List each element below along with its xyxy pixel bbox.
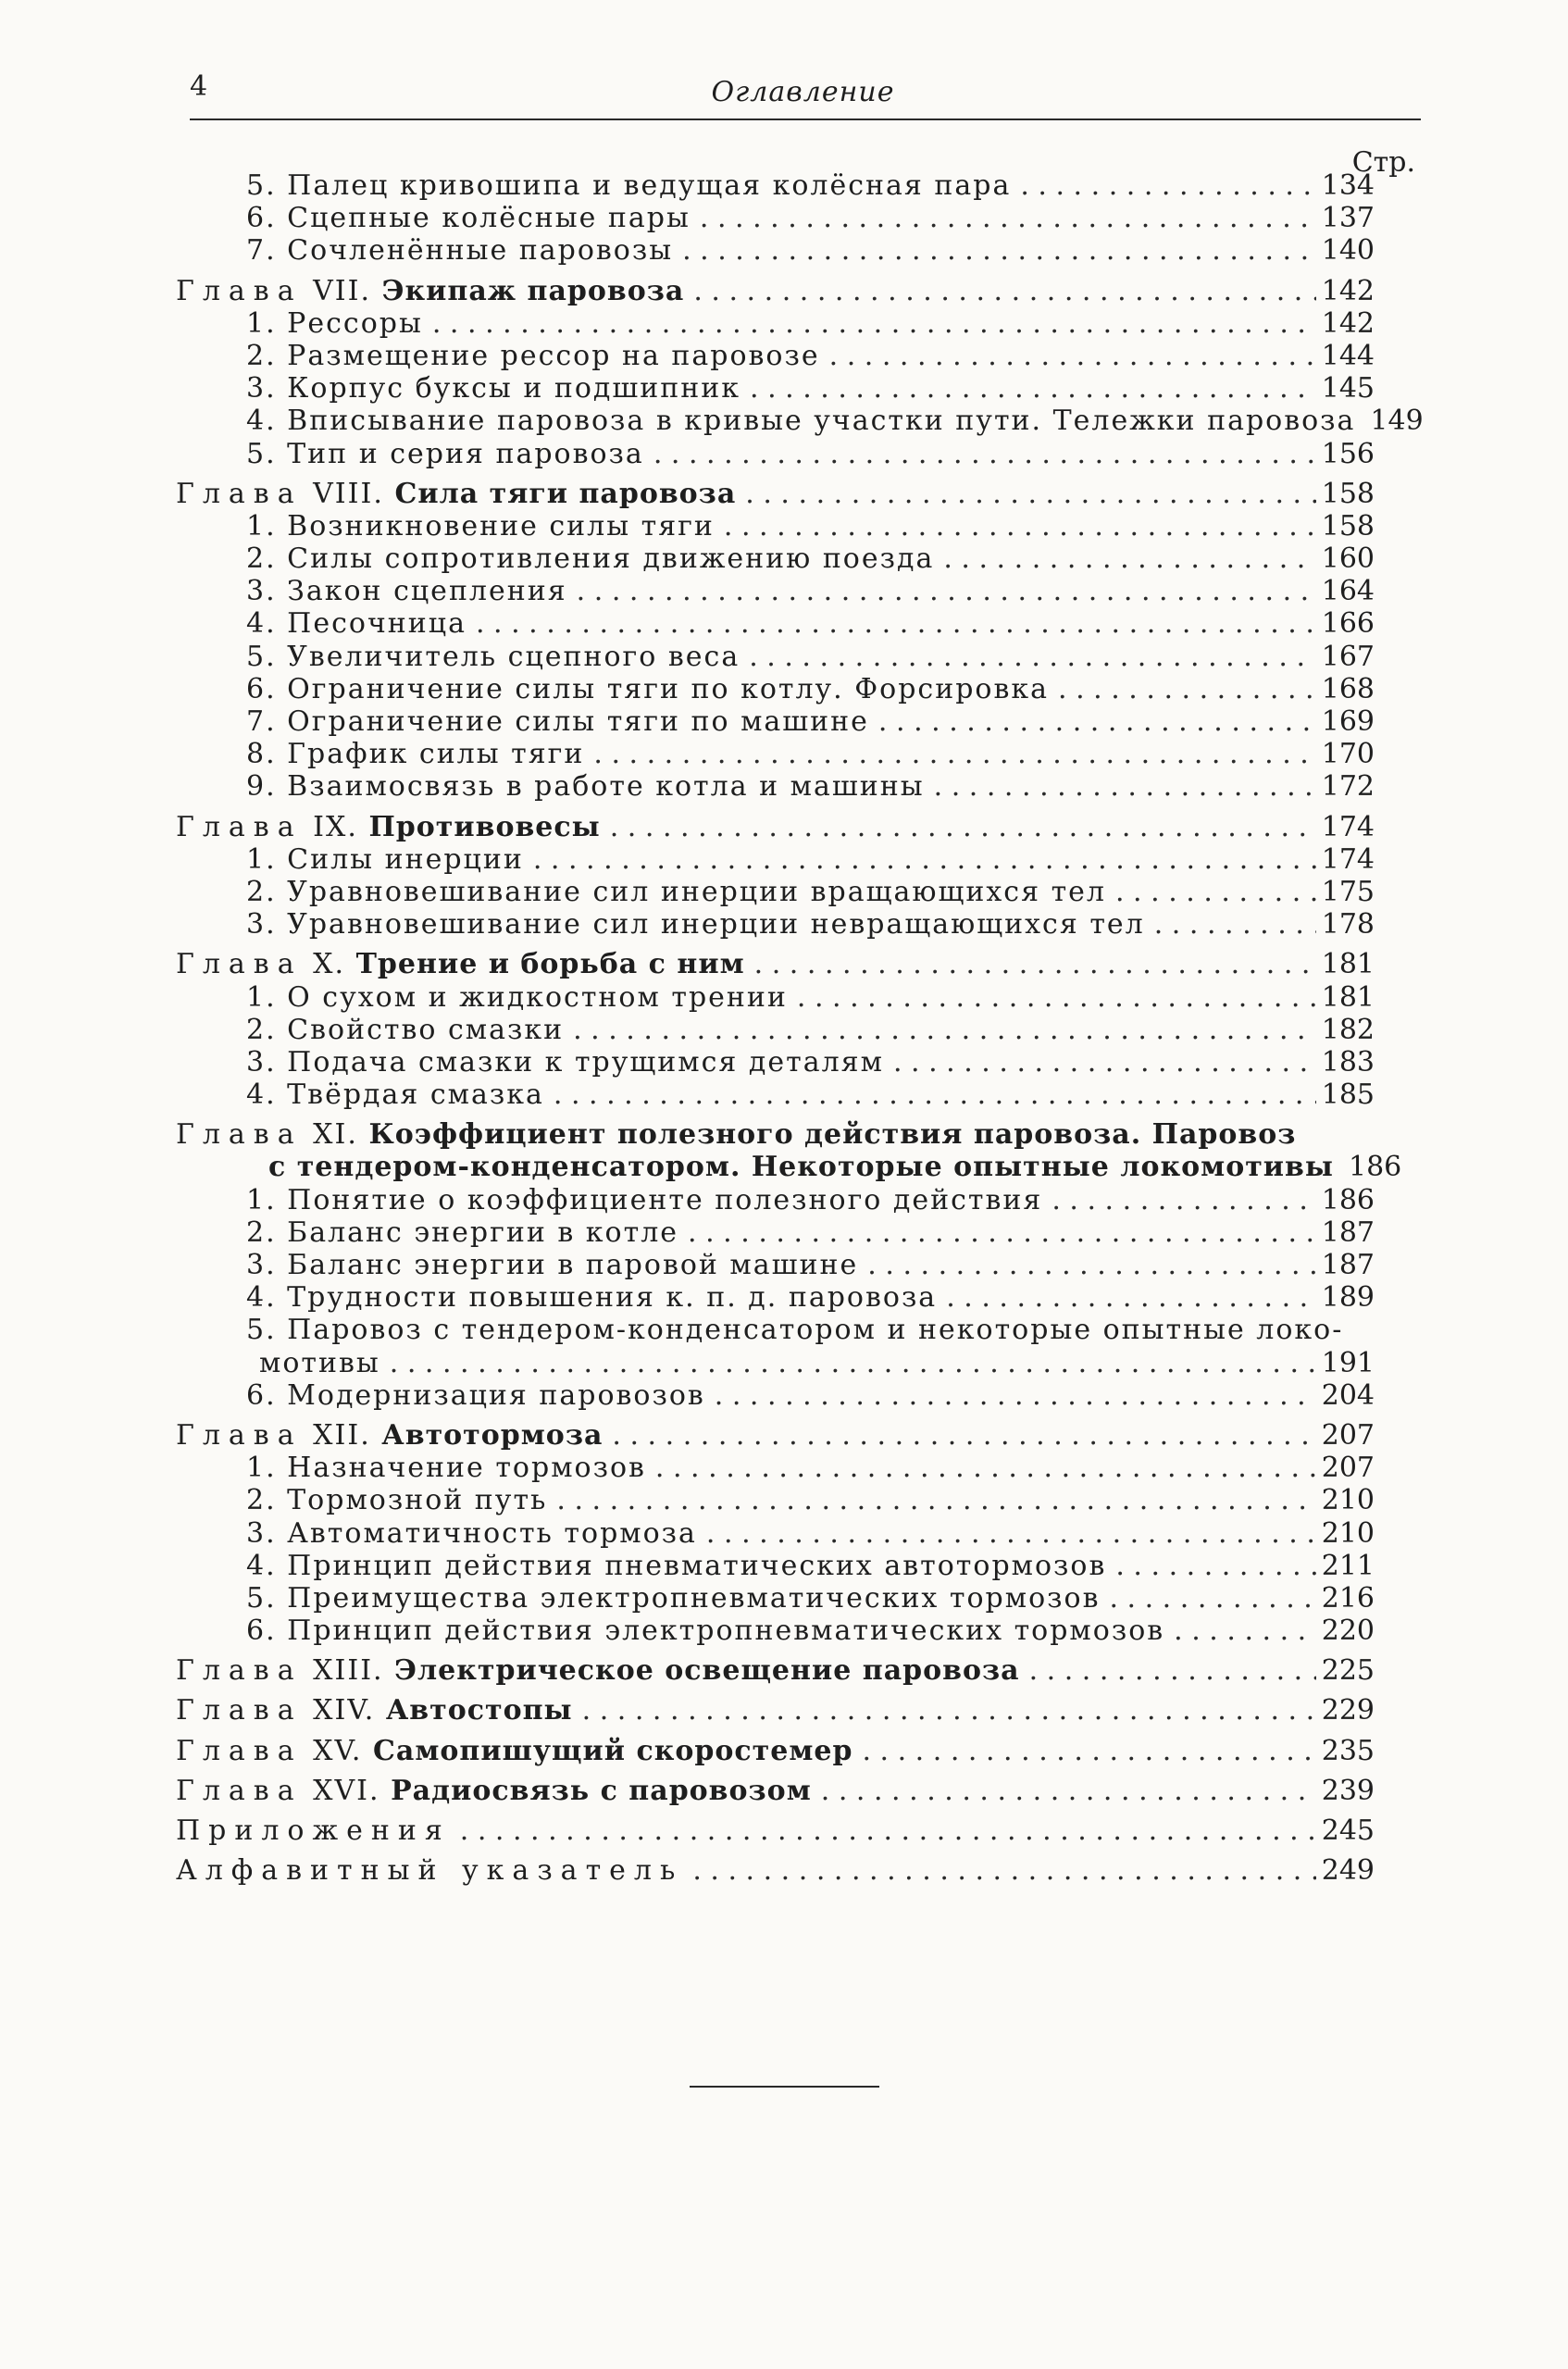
- section-title: Возникновение силы тяги: [287, 509, 715, 542]
- section-title: Песочница: [287, 607, 467, 641]
- dot-leader: [946, 1281, 1316, 1314]
- section-number: 4.: [246, 607, 277, 641]
- section-number: 2.: [246, 542, 277, 576]
- page-number: 4: [190, 70, 208, 103]
- section-number: 3.: [246, 372, 277, 405]
- toc-section-row: [176, 542, 1375, 575]
- page-ref: 140: [1321, 234, 1375, 268]
- toc-section-row: [176, 1452, 1375, 1484]
- section-title: Трудности повышения к. п. д. паровоза: [287, 1281, 938, 1315]
- chapter-number: X.: [313, 948, 346, 981]
- dot-leader: [1115, 1550, 1315, 1582]
- dot-leader: [1020, 169, 1315, 202]
- dot-leader: [593, 738, 1315, 770]
- page-ref: 229: [1321, 1694, 1375, 1727]
- page-ref: 170: [1321, 738, 1375, 771]
- dot-leader: [934, 770, 1316, 803]
- toc-section-row: [176, 1249, 1375, 1281]
- chapter-title: Автотормоза: [381, 1418, 604, 1452]
- page-ref: 144: [1321, 339, 1375, 372]
- section-number: 2.: [246, 1013, 277, 1046]
- page-ref: 169: [1321, 705, 1375, 738]
- page-ref: 187: [1321, 1249, 1375, 1281]
- section-title: Твёрдая смазка: [287, 1079, 544, 1112]
- section-number: 6.: [246, 672, 277, 705]
- dot-leader: [821, 1775, 1316, 1807]
- toc-backmatter-row: [176, 1814, 1375, 1847]
- section-title: Сцепные колёсные пары: [287, 202, 691, 235]
- chapter-number: XV.: [313, 1734, 363, 1767]
- toc-section-row: [176, 1281, 1375, 1314]
- page-ref: 134: [1321, 169, 1375, 202]
- section-title: Модернизация паровозов: [287, 1378, 705, 1412]
- page-ref: 158: [1321, 509, 1375, 542]
- chapter-title: Автостопы: [385, 1694, 573, 1727]
- chapter-number: VII.: [313, 274, 372, 307]
- toc-chapter-row: [176, 1694, 1375, 1727]
- section-title: Тормозной путь: [287, 1484, 548, 1517]
- toc-section-row: [176, 234, 1375, 267]
- toc-section-row: [176, 1615, 1375, 1647]
- backmatter-title: Алфавитный указатель: [176, 1854, 684, 1888]
- chapter-title: Экипаж паровоза: [381, 274, 685, 307]
- section-number: 5.: [246, 640, 277, 673]
- section-title: Палец кривошипа и ведущая колёсная пара: [287, 169, 1012, 202]
- chapter-title: Электрическое освещение паровоза: [394, 1654, 1020, 1688]
- page-ref: 249: [1321, 1854, 1375, 1888]
- dot-leader: [390, 1347, 1316, 1379]
- page-ref: 167: [1321, 640, 1375, 673]
- toc-section-row: [176, 908, 1375, 941]
- section-number: 2.: [246, 339, 277, 372]
- chapter-title-continuation: с тендером-конденсатором. Некоторые опытные локомотивы: [268, 1151, 1334, 1184]
- toc-section-row: [176, 1484, 1375, 1516]
- toc-section-row: [176, 1582, 1375, 1615]
- section-title: Уравновешивание сил инерции вращающихся тел: [287, 875, 1106, 908]
- section-title: Понятие о коэффициенте полезного действия: [287, 1183, 1043, 1216]
- chapter-number: XVI.: [313, 1774, 380, 1807]
- section-title: Свойство смазки: [287, 1013, 565, 1046]
- page-ref: 235: [1321, 1734, 1375, 1767]
- page-ref: 211: [1321, 1549, 1375, 1582]
- toc-chapter-row: [176, 1735, 1375, 1767]
- section-title: График силы тяги: [287, 738, 585, 771]
- chapter-prefix: Глава: [176, 1654, 303, 1688]
- page-ref: 142: [1321, 274, 1375, 307]
- chapter-title: Сила тяги паровоза: [394, 477, 737, 510]
- section-number: 5.: [246, 1314, 277, 1347]
- page-ref: 145: [1321, 372, 1375, 405]
- toc-chapter-row: [176, 1654, 1375, 1687]
- section-title: Назначение тормозов: [287, 1452, 646, 1485]
- section-number: 1.: [246, 980, 277, 1014]
- section-title: Вписывание паровоза в кривые участки пути. Тележки паровоза: [287, 405, 1356, 438]
- page-ref: 191: [1321, 1346, 1375, 1379]
- chapter-title: Радиосвязь с паровозом: [391, 1774, 812, 1807]
- section-title: Закон сцепления: [287, 575, 567, 608]
- section-title: Принцип действия электропневматических тормозов: [287, 1615, 1165, 1648]
- toc-chapter-row: [176, 1419, 1375, 1452]
- page-ref: 183: [1321, 1045, 1375, 1079]
- page-ref: 172: [1321, 770, 1375, 804]
- chapter-number: VIII.: [313, 477, 384, 510]
- section-title: Размещение рессор на паровозе: [287, 339, 820, 372]
- section-number: 1.: [246, 306, 277, 340]
- page-ref: 204: [1321, 1378, 1375, 1412]
- section-number: 5.: [246, 1581, 277, 1615]
- dot-leader: [653, 438, 1316, 470]
- section-title: Увеличитель сцепного веса: [287, 640, 740, 673]
- toc-chapter-continuation-row: [176, 1151, 1402, 1184]
- page-ref: 164: [1321, 575, 1375, 608]
- section-number: 6.: [246, 1378, 277, 1412]
- section-number: 3.: [246, 908, 277, 941]
- chapter-prefix: Глава: [176, 1734, 303, 1767]
- page-ref: 186: [1348, 1151, 1402, 1184]
- chapter-prefix: Глава: [176, 477, 303, 510]
- page-ref: 239: [1321, 1774, 1375, 1807]
- toc-section-row: [176, 1517, 1375, 1550]
- dot-leader: [862, 1735, 1315, 1767]
- toc-section-row: [176, 1184, 1375, 1216]
- end-rule: [690, 2086, 879, 2088]
- toc-section-row: [176, 372, 1375, 405]
- section-number: 4.: [246, 1079, 277, 1112]
- section-number: 3.: [246, 1249, 277, 1281]
- toc-section-row: [176, 1046, 1375, 1079]
- running-title: Оглавление: [711, 76, 895, 108]
- dot-leader: [582, 1694, 1316, 1727]
- dot-leader: [612, 1419, 1315, 1452]
- section-title: О сухом и жидкостном трении: [287, 980, 788, 1014]
- chapter-prefix: Глава: [176, 810, 303, 843]
- chapter-title: Самопишущий скоростемер: [373, 1734, 853, 1767]
- toc-section-row: [176, 1379, 1375, 1412]
- section-number: 2.: [246, 875, 277, 908]
- chapter-number: XIII.: [313, 1654, 384, 1688]
- toc-section-row: [176, 510, 1375, 542]
- dot-leader: [682, 234, 1316, 267]
- section-title: Баланс энергии в паровой машине: [287, 1249, 859, 1281]
- page-ref: 142: [1321, 306, 1375, 340]
- page-ref: 207: [1321, 1418, 1375, 1452]
- toc-chapter-row: [176, 811, 1375, 843]
- chapter-title: Трение и борьба с ним: [355, 948, 745, 981]
- dot-leader: [724, 510, 1316, 542]
- page-ref: 166: [1321, 607, 1375, 641]
- section-title: Уравновешивание сил инерции невращающихся тел: [287, 908, 1145, 941]
- toc-chapter-row: [176, 1118, 1375, 1151]
- page-ref: 187: [1321, 1216, 1375, 1249]
- section-title: Ограничение силы тяги по машине: [287, 705, 869, 738]
- chapter-prefix: Глава: [176, 1774, 303, 1807]
- section-number: 8.: [246, 738, 277, 771]
- page-ref: 168: [1321, 672, 1375, 705]
- section-number: 4.: [246, 1281, 277, 1315]
- section-number: 1.: [246, 842, 277, 876]
- page-ref: 160: [1321, 542, 1375, 576]
- toc-section-row: [176, 202, 1375, 234]
- dot-leader: [554, 1079, 1316, 1111]
- section-title: Силы сопротивления движению поезда: [287, 542, 935, 576]
- section-title: Сочленённые паровозы: [287, 234, 674, 268]
- section-title: Взаимосвязь в работе котла и машины: [287, 770, 925, 804]
- toc-section-row: [176, 641, 1375, 673]
- toc-chapter-row: [176, 275, 1375, 307]
- dot-leader: [476, 607, 1316, 640]
- chapter-number: XII.: [313, 1418, 371, 1452]
- dot-leader: [655, 1452, 1316, 1484]
- dot-leader: [797, 981, 1316, 1014]
- chapter-number: XIV.: [313, 1694, 376, 1727]
- toc-section-row: [176, 738, 1375, 770]
- page-ref: 175: [1321, 875, 1375, 908]
- page-ref: 174: [1321, 810, 1375, 843]
- toc-section-row: [176, 705, 1375, 738]
- dot-leader: [1109, 1582, 1315, 1615]
- dot-leader: [1174, 1615, 1316, 1647]
- page-ref: 207: [1321, 1452, 1375, 1485]
- dot-leader: [693, 275, 1315, 307]
- dot-leader: [706, 1517, 1316, 1550]
- toc-section-row: [176, 876, 1375, 908]
- page-ref: 186: [1321, 1183, 1375, 1216]
- section-title: Рессоры: [287, 306, 423, 340]
- chapter-prefix: Глава: [176, 274, 303, 307]
- section-title: Подача смазки к трущимся деталям: [287, 1045, 884, 1079]
- toc-section-continuation-row: [176, 1347, 1375, 1379]
- dot-leader: [692, 1854, 1315, 1887]
- section-number: 5.: [246, 169, 277, 202]
- page-ref: 149: [1370, 405, 1424, 438]
- toc-section-row: [176, 340, 1375, 372]
- section-number: 6.: [246, 1615, 277, 1648]
- toc-chapter-row: [176, 1775, 1375, 1807]
- section-title: Принцип действия пневматических автотормозов: [287, 1549, 1107, 1582]
- page-ref: 245: [1321, 1814, 1375, 1847]
- section-title: Корпус буксы и подшипник: [287, 372, 740, 405]
- dot-leader: [878, 705, 1316, 738]
- page-ref: 178: [1321, 908, 1375, 941]
- dot-leader: [715, 1379, 1316, 1412]
- toc-section-row: [176, 1216, 1375, 1249]
- toc-section-row: [176, 1079, 1375, 1111]
- page-ref: 137: [1321, 202, 1375, 235]
- section-number: 1.: [246, 509, 277, 542]
- section-number: 4.: [246, 1549, 277, 1582]
- page-ref: 158: [1321, 477, 1375, 510]
- dot-leader: [943, 542, 1315, 575]
- page-ref: 216: [1321, 1581, 1375, 1615]
- toc-section-row: [176, 1014, 1375, 1046]
- section-number: 3.: [246, 1045, 277, 1079]
- section-number: 2.: [246, 1484, 277, 1517]
- dot-leader: [1052, 1184, 1315, 1216]
- section-title: Преимущества электропневматических тормозов: [287, 1581, 1101, 1615]
- dot-leader: [1115, 876, 1316, 908]
- toc-section-row: [176, 438, 1375, 470]
- dot-leader: [533, 843, 1316, 876]
- dot-leader: [745, 478, 1315, 510]
- toc-section-row: [176, 843, 1375, 876]
- toc-section-row: [176, 607, 1375, 640]
- section-title: Тип и серия паровоза: [287, 437, 644, 470]
- page-ref: 156: [1321, 437, 1375, 470]
- section-number: 2.: [246, 1216, 277, 1249]
- page-ref: 181: [1321, 948, 1375, 981]
- toc-backmatter-row: [176, 1854, 1375, 1887]
- page-ref: 174: [1321, 842, 1375, 876]
- dot-leader: [573, 1014, 1316, 1046]
- section-title: Баланс энергии в котле: [287, 1216, 679, 1249]
- dot-leader: [754, 948, 1316, 980]
- section-number: 5.: [246, 437, 277, 470]
- dot-leader: [1154, 908, 1316, 941]
- chapter-prefix: Глава: [176, 1694, 303, 1727]
- toc-section-row: [176, 981, 1375, 1014]
- page-ref: 210: [1321, 1484, 1375, 1517]
- toc-section-row: [176, 673, 1375, 705]
- dot-leader: [749, 641, 1316, 673]
- page-ref: 185: [1321, 1079, 1375, 1112]
- section-number: 7.: [246, 705, 277, 738]
- dot-leader: [556, 1484, 1315, 1516]
- section-title-continuation: мотивы: [259, 1346, 380, 1379]
- section-title: Ограничение силы тяги по котлу. Форсировка: [287, 672, 1050, 705]
- backmatter-title: Приложения: [176, 1814, 451, 1847]
- page-ref: 182: [1321, 1013, 1375, 1046]
- chapter-title: Противовесы: [368, 810, 601, 843]
- toc-section-row: [176, 169, 1375, 202]
- section-number: 3.: [246, 1516, 277, 1550]
- dot-leader: [700, 202, 1316, 234]
- section-number: 4.: [246, 405, 277, 438]
- toc-section-row: [176, 307, 1375, 340]
- page-header: [190, 67, 1416, 113]
- chapter-title: Коэффициент полезного действия паровоза. Паровоз: [368, 1118, 1297, 1152]
- dot-leader: [1058, 673, 1316, 705]
- dot-leader: [688, 1216, 1316, 1249]
- dot-leader: [432, 307, 1316, 340]
- dot-leader: [610, 811, 1316, 843]
- dot-leader: [1029, 1654, 1316, 1687]
- section-number: 7.: [246, 234, 277, 268]
- header-rule: [190, 118, 1421, 120]
- page-ref: 225: [1321, 1654, 1375, 1688]
- section-title: Силы инерции: [287, 842, 524, 876]
- chapter-prefix: Глава: [176, 1118, 303, 1152]
- section-number: 1.: [246, 1183, 277, 1216]
- section-number: 6.: [246, 202, 277, 235]
- dot-leader: [867, 1249, 1315, 1281]
- page-column-label: Стр.: [1351, 146, 1415, 179]
- section-title: Автоматичность тормоза: [287, 1516, 697, 1550]
- dot-leader: [460, 1814, 1316, 1847]
- toc-section-row: [176, 405, 1424, 438]
- section-number: 9.: [246, 770, 277, 804]
- dot-leader: [750, 372, 1316, 405]
- toc-section-row: [176, 1314, 1375, 1346]
- toc-section-row: [176, 1550, 1375, 1582]
- dot-leader: [829, 340, 1316, 372]
- chapter-prefix: Глава: [176, 1418, 303, 1452]
- page-ref: 220: [1321, 1615, 1375, 1648]
- dot-leader: [577, 575, 1316, 607]
- toc-chapter-row: [176, 478, 1375, 510]
- section-number: 3.: [246, 575, 277, 608]
- chapter-number: XI.: [313, 1118, 358, 1152]
- section-title: Паровоз с тендером-конденсатором и некоторые опытные локо-: [287, 1314, 1344, 1347]
- page-ref: 181: [1321, 980, 1375, 1014]
- toc-section-row: [176, 770, 1375, 803]
- toc-section-row: [176, 575, 1375, 607]
- chapter-prefix: Глава: [176, 948, 303, 981]
- section-number: 1.: [246, 1452, 277, 1485]
- dot-leader: [893, 1046, 1316, 1079]
- chapter-number: IX.: [313, 810, 358, 843]
- page-ref: 210: [1321, 1516, 1375, 1550]
- table-of-contents: [176, 169, 1424, 1888]
- toc-chapter-row: [176, 948, 1375, 980]
- page-ref: 189: [1321, 1281, 1375, 1315]
